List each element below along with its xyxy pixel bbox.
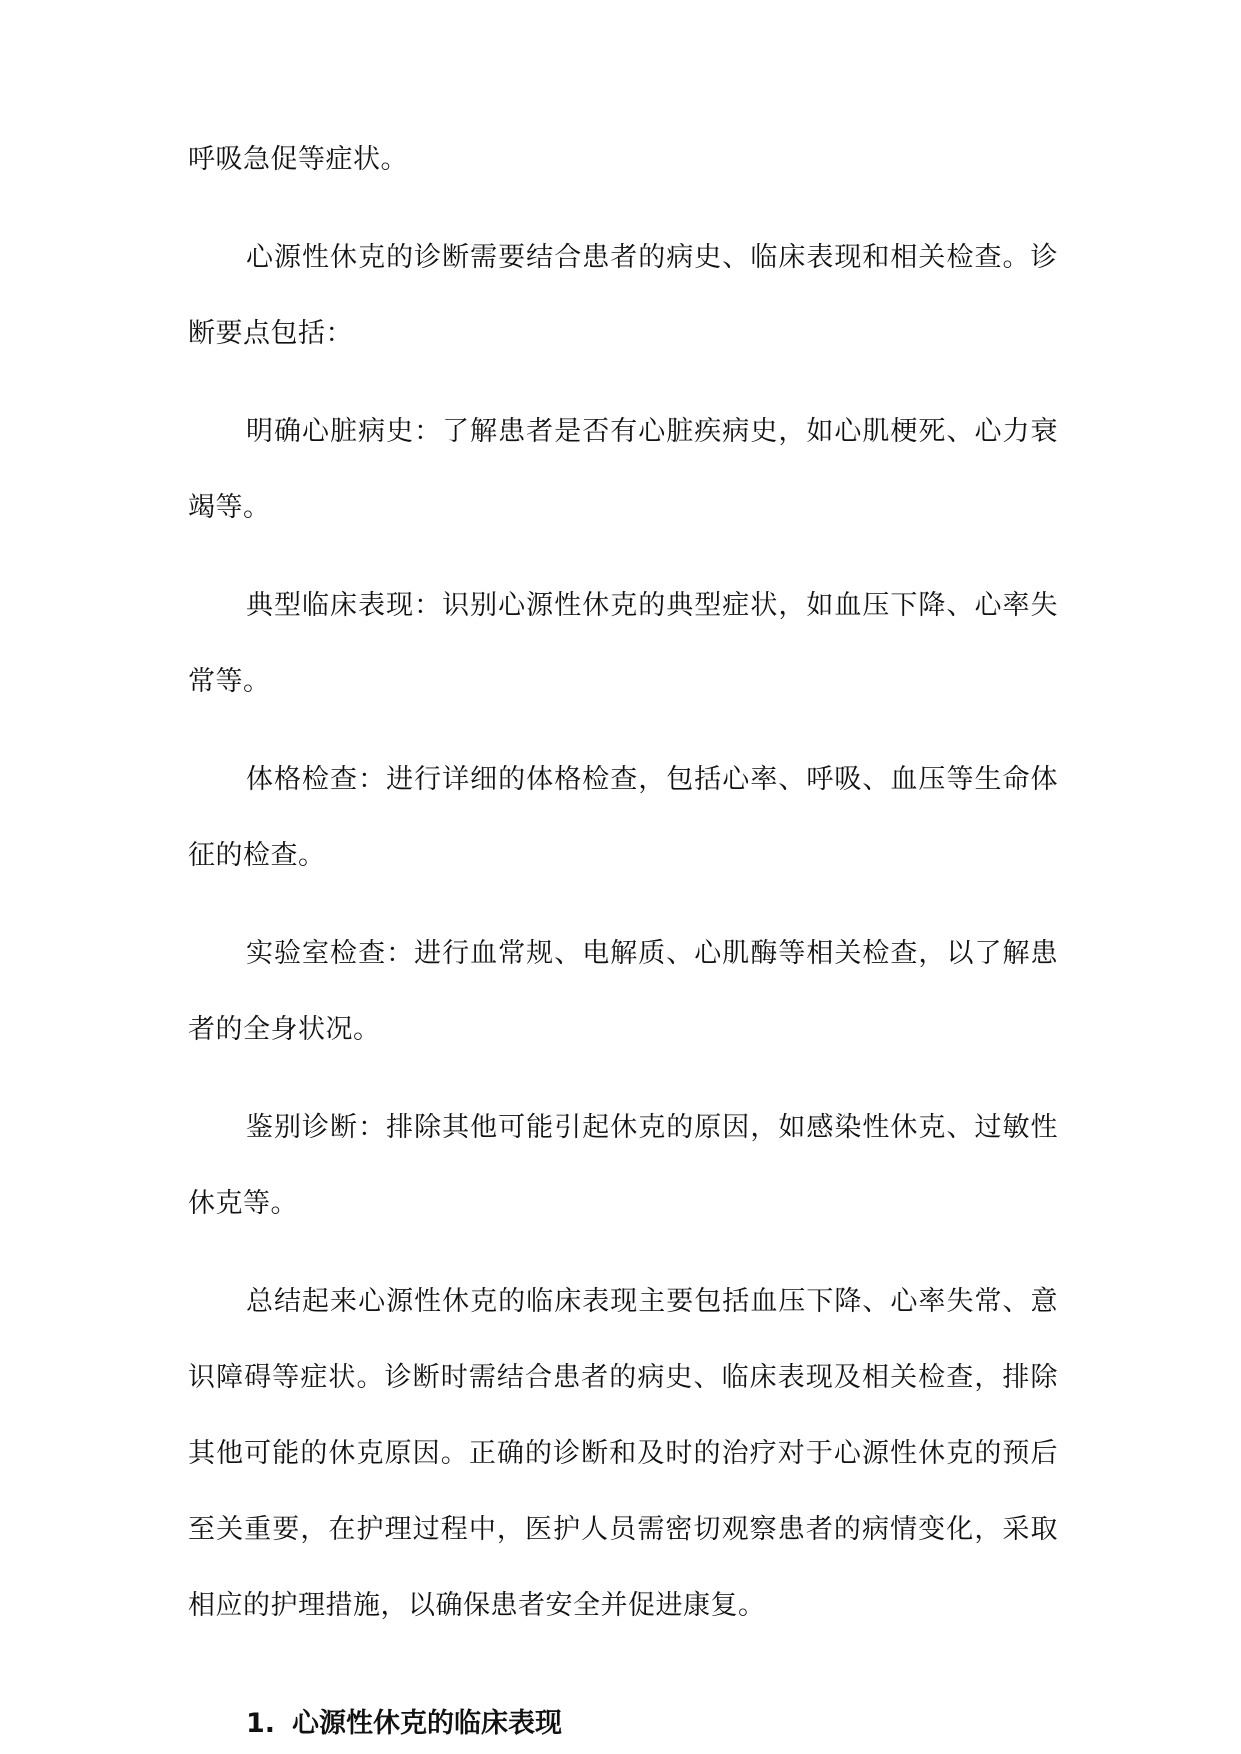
document-body <box>188 142 1058 1744</box>
paragraph-differential-diagnosis: 鉴别诊断：排除其他可能引起休克的原因，如感染性休克、过敏性休克等。 <box>188 1112 1058 1219</box>
paragraph-summary: 总结起来心源性休克的临床表现主要包括血压下降、心率失常、意识障碍等症状。诊断时需结合患者的病史、临床表现及相关检查，排除其他可能的休克原因。正确的诊断和及时的治疗对于心源性休克的预后至关重要，在护理过程中，医护人员需密切观察患者的病情变化，采取相应的护理措施，以确保患者安全并促进康复。 <box>188 1286 1058 1621</box>
paragraph-cardiac-history: 明确心脏病史：了解患者是否有心脏疾病史，如心肌梗死、心力衰竭等。 <box>188 416 1058 523</box>
paragraph-lab-tests: 实验室检查：进行血常规、电解质、心肌酶等相关检查，以了解患者的全身状况。 <box>188 938 1058 1045</box>
paragraph-continuation: 呼吸急促等症状。 <box>188 144 408 175</box>
section-title: 心源性休克的临床表现 <box>292 1708 562 1739</box>
section-number: 1. <box>246 1708 276 1739</box>
paragraph-diagnosis-intro: 心源性休克的诊断需要结合患者的病史、临床表现和相关检查。诊断要点包括： <box>188 242 1058 349</box>
section-heading <box>246 1704 1058 1744</box>
paragraph-clinical-signs: 典型临床表现：识别心源性休克的典型症状，如血压下降、心率失常等。 <box>188 590 1058 697</box>
paragraph-physical-exam: 体格检查：进行详细的体格检查，包括心率、呼吸、血压等生命体征的检查。 <box>188 764 1058 871</box>
